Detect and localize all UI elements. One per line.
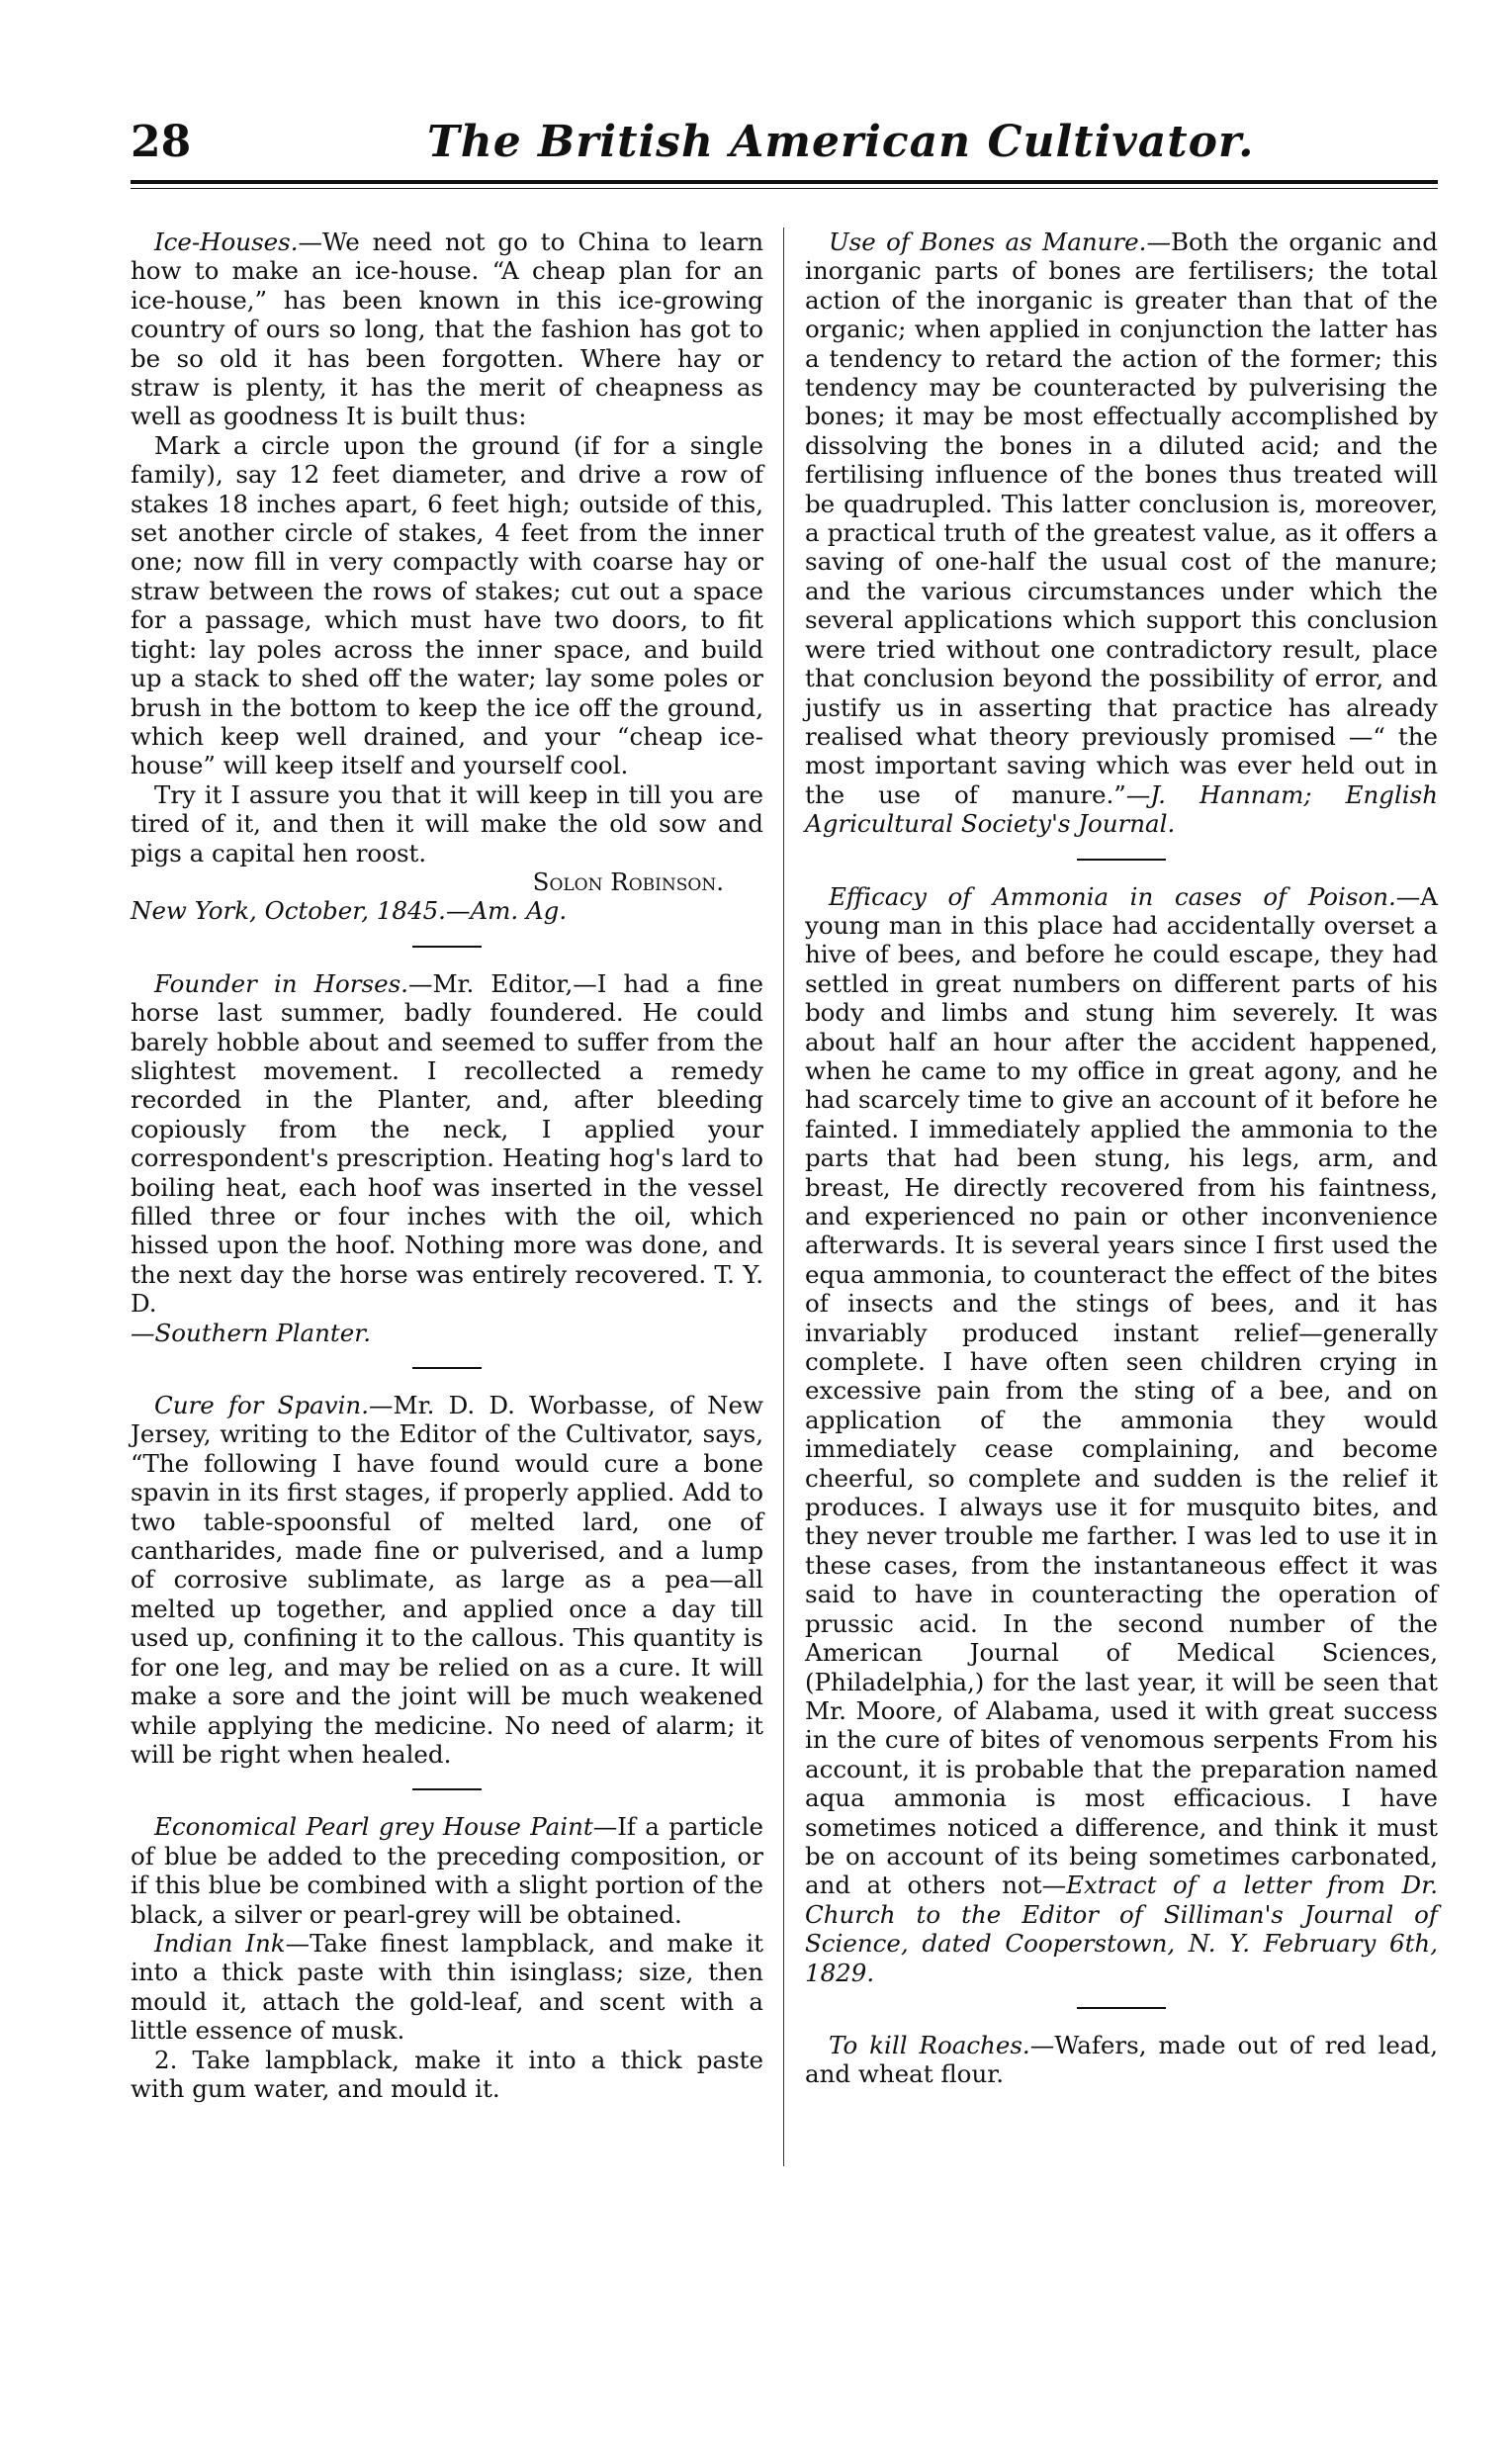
page-number: 28 <box>131 117 192 167</box>
paint-title: Economical Pearl grey House Paint <box>154 1812 593 1842</box>
bones-paragraph <box>805 228 1438 839</box>
separator-rule <box>412 1788 482 1790</box>
ink-text: —Take finest lampblack, and make it into a thick paste with thin isinglass; size, then mould it, attach the gold-leaf, and scent with a little essence of musk. <box>131 1928 764 2046</box>
ammonia-title: Efficacy of Ammonia in cases of Poison. <box>829 881 1396 911</box>
paint-paragraph <box>131 1812 763 1929</box>
article-paint <box>131 1812 763 1929</box>
roaches-paragraph <box>805 2031 1438 2089</box>
article-ammonia <box>805 882 1438 1987</box>
founder-title: Founder in Horses. <box>154 968 408 998</box>
spavin-title: Cure for Spavin. <box>154 1391 369 1420</box>
founder-text: —Mr. Editor,—I had a fine horse last summer, badly foundered. He could barely hobble about and seemed to suffer from the slightest movement. I recollected a remedy recorded in the Planter, and, after bleeding copiously from the neck, I applied your correspondent's prescription. Heating hog's lard to boiling heat, each hoof was inserted in the vessel filled three or four inches with the oil, which hissed upon the hoof. Nothing more was done, and the next day the horse was entirely recovered. <box>131 968 763 1289</box>
ammonia-source: —Extract of a letter from Dr. Church to the Editor of Silliman's Journal of Science, dated Cooperstown, N. Y. February 6th, 1829. <box>805 1871 1438 1987</box>
separator-rule <box>1077 859 1166 861</box>
article-spavin <box>131 1391 763 1769</box>
separator-rule <box>412 1367 482 1369</box>
header-rule-thin <box>131 188 1438 189</box>
ink-title: Indian Ink <box>154 1928 286 1958</box>
article-bones <box>805 228 1438 839</box>
paint-text: —If a particle of blue be added to the preceding composition, or if this blue be combined with a slight portion of the black, a silver or pearl-grey will be obtained. <box>131 1812 763 1929</box>
separator-rule <box>412 946 482 948</box>
article-ink <box>131 1929 763 2103</box>
ink-paragraph <box>131 1929 763 2046</box>
ice-houses-dateline: New York, October, 1845.—Am. Ag. <box>131 896 568 926</box>
article-ice-houses <box>131 228 763 926</box>
article-founder <box>131 969 763 1347</box>
separator-rule <box>1077 2007 1166 2009</box>
column-divider <box>783 228 784 2166</box>
right-column <box>805 228 1438 2089</box>
ice-houses-paragraph-3: Try it I assure you that it will keep in till you are tired of it, and then it will make the old sow and pigs a capital hen roost. <box>131 779 763 867</box>
spavin-paragraph <box>131 1391 763 1769</box>
roaches-text: —Wafers, made out of red lead, and wheat flour. <box>805 2030 1438 2089</box>
spavin-text: —Mr. D. D. Worbasse, of New Jersey, writing to the Editor of the Cultivator, says, “The following I have found would cure a bone spavin in its first stages, if properly applied. Add to two table-spoonsful of melted lard, one of cantharides, made fine or pulverised, and a lump of corrosive sublimate, as large as a pea—all melted up together, and applied once a day till used up, confining it to the callous. This quantity is for one leg, and may be relied on as a cure. It will make a sore and the joint will be much weakened while applying the medicine. No need of alarm; it will be right when healed. <box>131 1391 763 1769</box>
ink-item-2: 2. Take lampblack, make it into a thick paste with gum water, and mould it. <box>131 2045 763 2103</box>
ammonia-text: —A young man in this place had accidentally overset a hive of bees, and before he could escape, they had settled in great numbers on different parts of his body and limbs and stung him severely. It was about half an hour after the accident happened, when he came to my office in great agony, and he had scarcely time to give an account of it before he fainted. I immediately applied the ammonia to the parts that had been stung, his legs, arm, and breast, He directly recovered from his faintness, and experienced no pain or other inconvenience afterwards. It is several years since I first used the equa ammonia, to counteract the effect of the bites of insects and the stings of bees, and it has invariably produced instant relief—generally complete. I have often seen children crying in excessive pain from the sting of a bee, and on application of the ammonia they would immediately cease complaining, and become cheerful, so complete and sudden is the relief it produces. I always use it for musquito bites, and they never trouble me farther. I was led to use it in these cases, from the instantaneous effect it was said to have in counteracting the operation of prussic acid. In the second number of the American Journal of Medical Sciences, (Philadelphia,) for the last year, it will be seen that Mr. Moore, of Alabama, used it with great success in the cure of bites of venomous serpents From his account, it is probable that the preparation named aqua ammonia is most efficacious. I have sometimes noticed a difference, and think it must be on account of its being sometimes carbonated, and at others not <box>805 881 1438 1900</box>
founder-paragraph <box>131 969 763 1319</box>
bones-text: —Both the organic and inorganic parts of bones are fertilisers; the total action of the inorganic is greater than that of the organic; when applied in conjunction the latter has a tendency to retard the action of the former; this tendency may be counteracted by pulverising the bones; it may be most effectually accomplished by dissolving the bones in a diluted acid; and the fertilising influence of the bones thus treated will be quadrupled. This latter conclusion is, moreover, a practical truth of the greatest value, as it offers a saving of one-half the usual cost of the manure; and the various circumstances under which the several applications which support this conclusion were tried without one contradictory result, place that conclusion beyond the possibility of error, and justify us in asserting that practice has already realised what theory previously promised —“ the most important saving which was ever held out in the use of manure.” <box>805 228 1438 809</box>
left-column <box>131 228 763 2103</box>
page-header <box>131 117 1438 186</box>
bones-title: Use of Bones as Manure. <box>829 228 1147 256</box>
ammonia-paragraph <box>805 882 1438 1987</box>
founder-initials: T. Y. D. <box>131 1259 763 1319</box>
ice-houses-title: Ice-Houses. <box>154 228 299 256</box>
ice-houses-paragraph-2: Mark a circle upon the ground (if for a single family), say 12 feet diameter, and drive a row of stakes 18 inches apart, 6 feet high; outside of this, set another circle of stakes, 4 feet from the inner one; now fill in very compactly with coarse hay or straw between the rows of stakes; cut out a space for a passage, which must have two doors, to fit tight: lay poles across the inner space, and build up a stack to shed off the water; lay some poles or brush in the bottom to keep the ice off the ground, which keep well drained, and your “cheap ice-house” will keep itself and yourself cool. <box>131 430 763 780</box>
roaches-title: To kill Roaches. <box>829 2030 1030 2059</box>
ice-houses-signature: Solon Robinson. <box>532 867 724 896</box>
article-roaches <box>805 2031 1438 2089</box>
running-title: The British American Cultivator. <box>427 117 1255 167</box>
header-rule-thick <box>131 180 1438 184</box>
ice-houses-paragraph-1 <box>131 228 763 431</box>
bones-source: —J. Hannam; English Agricultural Society's Journal. <box>805 779 1438 839</box>
ice-houses-text-1: —We need not go to China to learn how to make an ice-house. “A cheap plan for an ice-house,” has been known in this ice-growing country of ours so long, that the fashion has got to be so old it has been forgotten. Where hay or straw is plenty, it has the merit of cheapness as well as goodness It is built thus: <box>131 228 763 431</box>
founder-source: —Southern Planter. <box>131 1318 372 1347</box>
page <box>131 117 1438 2342</box>
